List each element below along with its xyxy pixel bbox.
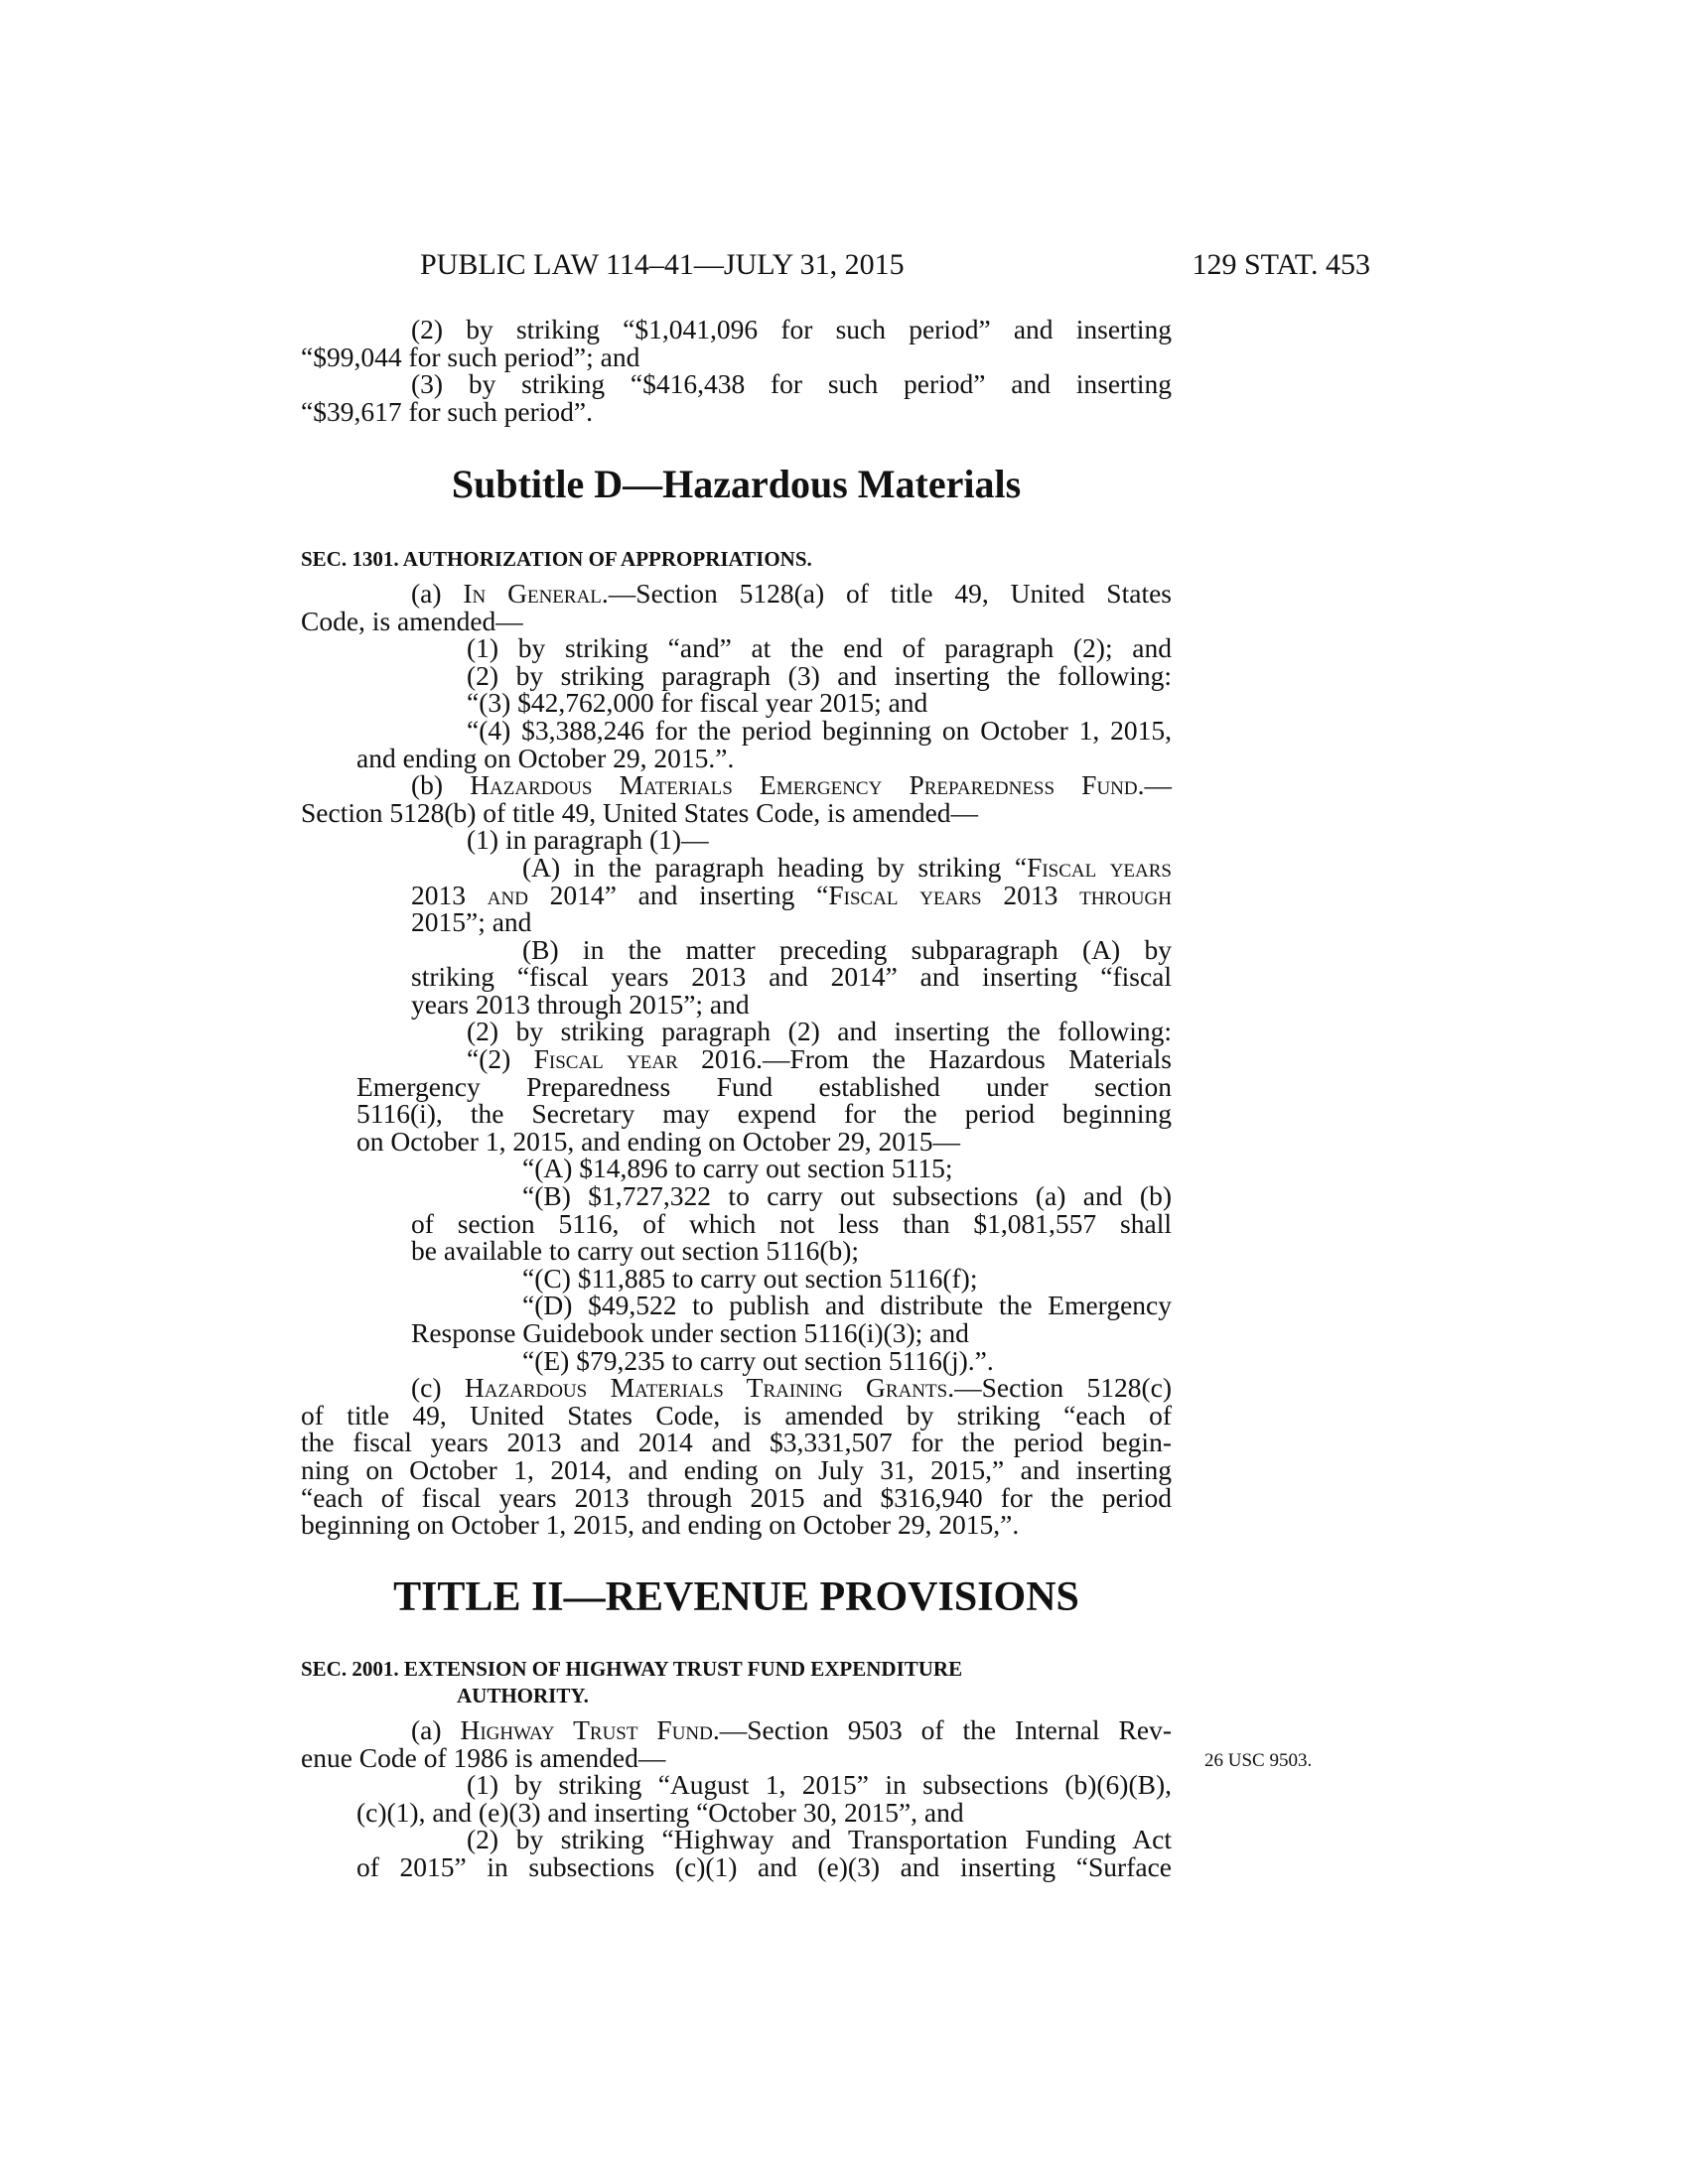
- paragraph-2-continuation-end: “$99,044 for such period”; and: [301, 341, 640, 372]
- inserted-subparagraph-d-line-2: Response Guidebook under section 5116(i)(3); and: [411, 1317, 969, 1348]
- subparagraph-a-line-2: 2013 and 2014” and inserting “Fiscal years 2013 through: [411, 879, 1172, 910]
- inserted-subparagraph-c: “(C) $11,885 to carry out section 5116(f);: [522, 1262, 978, 1294]
- subsection-c-line-5: “each of fiscal years 2013 through 2015 and $316,940 for the period: [301, 1481, 1172, 1513]
- subparagraph-a-line-1: (A) in the paragraph heading by striking “Fiscal years: [522, 851, 1172, 883]
- subtitle-heading: Subtitle D—Hazardous Materials: [451, 462, 1022, 507]
- subsection-c-line-3: the fiscal years 2013 and 2014 and $3,331,507 for the period begin-: [301, 1427, 1172, 1458]
- subsection-c-line-1: (c) Hazardous Materials Training Grants.—Section 5128(c): [411, 1372, 1172, 1404]
- subsection-b-paragraph-1: (1) in paragraph (1)—: [467, 824, 709, 856]
- inserted-fiscal-year-2016-line-2: Emergency Preparedness Fund established under section: [356, 1070, 1172, 1102]
- section-2001-subsection-a-line-2: enue Code of 1986 is amended—: [301, 1741, 666, 1773]
- inserted-paragraph-4: “(4) $3,388,246 for the period beginning on October 1, 2015,: [467, 714, 1172, 746]
- subsection-caption: In General.: [463, 577, 609, 609]
- subparagraph-a-line-3: 2015”; and: [411, 906, 532, 938]
- statute-page-number: 129 STAT. 453: [1192, 248, 1370, 281]
- inserted-subparagraph-b-line-1: “(B) $1,727,322 to carry out subsections (a) and (b): [522, 1180, 1172, 1212]
- inserted-subparagraph-d-line-1: “(D) $49,522 to publish and distribute the Emergency: [522, 1290, 1172, 1321]
- subsection-a-paragraph-2: (2) by striking paragraph (3) and inserting the following:: [467, 659, 1172, 691]
- subsection-a-line-1: (a) In General.—Section 5128(a) of title 49, United States: [411, 577, 1172, 609]
- subsection-caption: Hazardous Materials Training Grants.: [464, 1372, 955, 1404]
- inserted-fiscal-year-2016-line-3: 5116(i), the Secretary may expend for the period beginning: [356, 1098, 1172, 1130]
- paragraph-3-continuation-end: “$39,617 for such period”.: [301, 395, 594, 427]
- paragraph-2-continuation: (2) by striking “$1,041,096 for such period” and inserting: [411, 314, 1172, 344]
- section-1301-heading: SEC. 1301. AUTHORIZATION OF APPROPRIATIONS.: [301, 547, 812, 572]
- section-2001-heading: SEC. 2001. EXTENSION OF HIGHWAY TRUST FUND EXPENDITURE AUTHORITY.: [301, 1656, 963, 1708]
- inserted-paragraph-4-end: and ending on October 29, 2015.”.: [356, 742, 735, 773]
- margin-citation-note: 26 USC 9503.: [1204, 1750, 1313, 1771]
- paragraph-3-continuation: (3) by striking “$416,438 for such period” and inserting: [411, 368, 1172, 400]
- inserted-subparagraph-a: “(A) $14,896 to carry out section 5115;: [522, 1153, 953, 1184]
- subsection-c-line-6: beginning on October 1, 2015, and ending on October 29, 2015,”.: [301, 1509, 1020, 1541]
- section-2001-paragraph-1-line-1: (1) by striking “August 1, 2015” in subsections (b)(6)(B),: [467, 1769, 1172, 1801]
- subsection-caption: Hazardous Materials Emergency Preparedness Fund.: [470, 769, 1145, 801]
- subparagraph-b-line-1: (B) in the matter preceding subparagraph (A) by: [522, 933, 1172, 965]
- subsection-c-line-4: ning on October 1, 2014, and ending on July 31, 2015,” and inserting: [301, 1453, 1172, 1485]
- inserted-subparagraph-e: “(E) $79,235 to carry out section 5116(j).”.: [522, 1344, 994, 1376]
- subsection-c-line-2: of title 49, United States Code, is amended by striking “each of: [301, 1399, 1172, 1431]
- inserted-paragraph-3: “(3) $42,762,000 for fiscal year 2015; and: [467, 687, 928, 719]
- subsection-b-line-2: Section 5128(b) of title 49, United States Code, is amended—: [301, 796, 979, 828]
- subsection-caption: Highway Trust Fund.: [460, 1713, 720, 1745]
- public-law-citation: PUBLIC LAW 114–41—JULY 31, 2015: [420, 248, 905, 281]
- subsection-b-paragraph-2: (2) by striking paragraph (2) and inserting the following:: [467, 1016, 1172, 1047]
- subsection-b-line-1: (b) Hazardous Materials Emergency Preparedness Fund.—: [411, 769, 1172, 801]
- subparagraph-b-line-2: striking “fiscal years 2013 and 2014” and inserting “fiscal: [411, 961, 1172, 993]
- subparagraph-b-line-3: years 2013 through 2015”; and: [411, 988, 750, 1020]
- page-header: [0, 248, 1688, 288]
- section-2001-subsection-a-line-1: (a) Highway Trust Fund.—Section 9503 of the Internal Rev-: [411, 1713, 1172, 1745]
- inserted-subparagraph-b-line-3: be available to carry out section 5116(b);: [411, 1235, 860, 1267]
- subsection-a-line-2: Code, is amended—: [301, 605, 523, 636]
- inserted-subparagraph-b-line-2: of section 5116, of which not less than $1,081,557 shall: [411, 1207, 1172, 1239]
- section-2001-paragraph-2-line-2: of 2015” in subsections (c)(1) and (e)(3) and inserting “Surface: [356, 1850, 1172, 1882]
- document-body: [301, 316, 1172, 1881]
- section-2001-paragraph-1-line-2: (c)(1), and (e)(3) and inserting “October 30, 2015”, and: [356, 1796, 964, 1828]
- title-heading: TITLE II—REVENUE PROVISIONS: [393, 1573, 1079, 1620]
- inserted-fiscal-year-2016-line-4: on October 1, 2015, and ending on October 29, 2015—: [356, 1125, 960, 1157]
- inserted-fiscal-year-2016-line-1: “(2) Fiscal year 2016.—From the Hazardous Materials: [467, 1043, 1172, 1075]
- section-2001-paragraph-2-line-1: (2) by striking “Highway and Transportation Funding Act: [467, 1824, 1172, 1855]
- subsection-a-paragraph-1: (1) by striking “and” at the end of paragraph (2); and: [467, 632, 1172, 664]
